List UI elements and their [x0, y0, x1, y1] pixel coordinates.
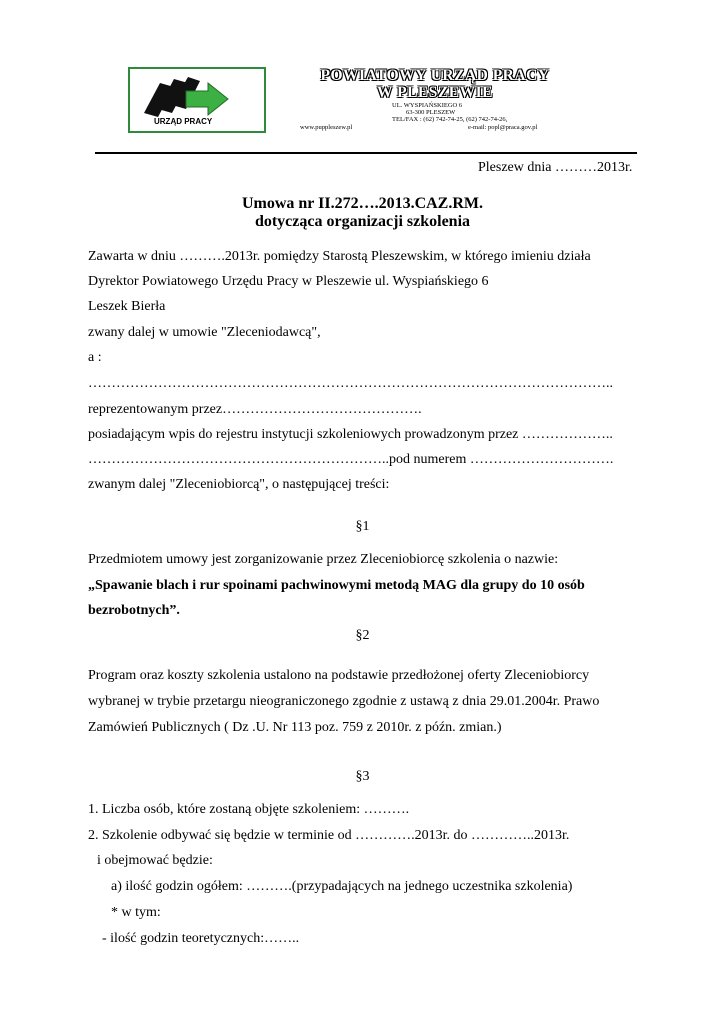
- section-2-text: Zamówień Publicznych ( Dz .U. Nr 113 poz. 759 z 2010r. z późn. zmian.): [88, 720, 502, 735]
- section-3-note: * w tym:: [111, 905, 161, 920]
- section-2-heading: §2: [355, 628, 370, 643]
- training-name: „Spawanie blach i rur spoinami pachwinowymi metodą MAG dla grupy do 10 osób: [88, 578, 585, 593]
- intro-line: …………………………………………………………………………………………………..: [88, 376, 613, 391]
- section-3-heading: §3: [355, 769, 370, 784]
- intro-line: Zawarta w dniu ……….2013r. pomiędzy Starostą Pleszewskim, w którego imieniu działa: [88, 249, 591, 264]
- place-date: Pleszew dnia ………2013r.: [478, 160, 633, 175]
- org-name-line1: POWIATOWY URZĄD PRACY: [320, 67, 550, 84]
- section-3-sub-a: a) ilość godzin ogółem: ……….(przypadających na jednego uczestnika szkolenia): [111, 879, 573, 894]
- intro-line: Leszek Bierła: [88, 299, 166, 314]
- document-title: Umowa nr II.272….2013.CAZ.RM.: [241, 195, 484, 212]
- intro-line: a :: [88, 350, 102, 365]
- document-subtitle: dotycząca organizacji szkolenia: [254, 213, 471, 230]
- intro-line: ………………………………………………………..pod numerem ………………………….: [88, 452, 614, 467]
- intro-line: Dyrektor Powiatowego Urzędu Pracy w Pleszewie ul. Wyspiańskiego 6: [88, 274, 489, 289]
- section-2-text: Program oraz koszty szkolenia ustalono na podstawie przedłożonej oferty Zleceniobiorcy: [88, 668, 590, 683]
- logo-caption: URZĄD PRACY: [154, 117, 213, 126]
- section-3-item-2: 2. Szkolenie odbywać się będzie w terminie od ………….2013r. do …………..2013r.: [88, 828, 570, 843]
- intro-line: reprezentowanym przez…………………………………….: [88, 402, 422, 417]
- intro-line: zwanym dalej "Zleceniobiorcą", o następującej treści:: [88, 477, 390, 492]
- section-2-text: wybranej w trybie przetargu nieograniczonego zgodnie z ustawą z dnia 29.01.2004r. Prawo: [88, 694, 600, 709]
- header-divider: [95, 152, 637, 154]
- section-1-text: Przedmiotem umowy jest zorganizowanie przez Zleceniobiorcę szkolenia o nazwie:: [88, 552, 559, 567]
- section-3-dash-item: - ilość godzin teoretycznych:……..: [102, 931, 300, 946]
- address-website: www.puppleszew.pl: [300, 124, 353, 131]
- address-email: e-mail: popl@praca.gov.pl: [468, 124, 538, 131]
- address-phone: TEL/FAX : (62) 742-74-25, (62) 742-74-26,: [392, 116, 508, 123]
- logo: [128, 67, 266, 133]
- section-1-heading: §1: [355, 519, 370, 534]
- address-street: UL. WYSPIAŃSKIEGO 6: [392, 102, 463, 109]
- intro-line: zwany dalej w umowie "Zleceniodawcą",: [88, 325, 321, 340]
- org-name-line2: W PLESZEWIE: [377, 84, 493, 101]
- training-name-cont: bezrobotnych”.: [88, 603, 180, 618]
- address-postal: 63-300 PLESZEW: [406, 109, 456, 116]
- section-3-item-2-cont: i obejmować będzie:: [97, 853, 213, 868]
- intro-line: posiadającym wpis do rejestru instytucji szkoleniowych prowadzonym przez ………………..: [88, 427, 613, 442]
- section-3-item-1: 1. Liczba osób, które zostaną objęte szkoleniem: ……….: [88, 802, 410, 817]
